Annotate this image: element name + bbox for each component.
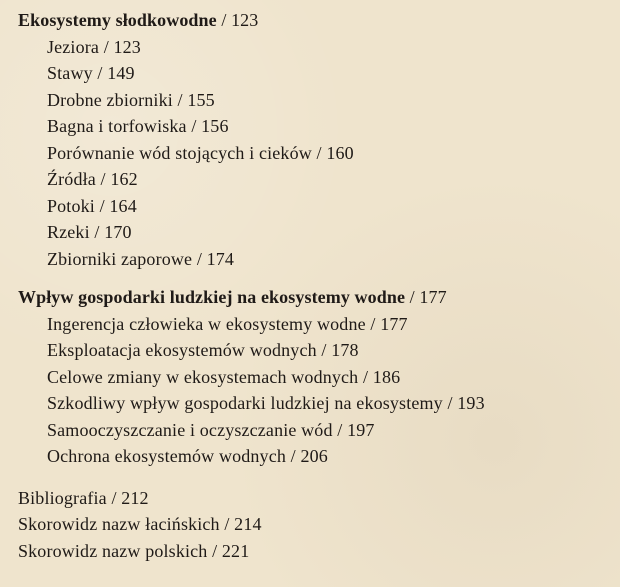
page-number: 177 <box>419 287 447 307</box>
page-separator: / <box>191 116 197 136</box>
page-separator: / <box>97 63 103 83</box>
page-number: 193 <box>457 393 485 413</box>
page-separator: / <box>99 195 105 216</box>
toc-entry <box>47 443 620 470</box>
toc-entry <box>47 113 620 140</box>
entry-title: Bagna i torfowiska <box>47 116 187 136</box>
page-number: 178 <box>331 340 359 360</box>
toc-entry <box>18 485 620 512</box>
entry-title: Szkodliwy wpływ gospodarki ludzkiej na ekosystemy <box>47 393 443 413</box>
toc-entry <box>47 390 620 417</box>
toc-entry <box>47 166 620 193</box>
page-number: 221 <box>221 540 250 561</box>
page-number: 149 <box>107 63 135 83</box>
entry-title: Bibliografia <box>18 487 107 508</box>
toc-entry <box>18 538 620 565</box>
toc-section-freshwater-ecosystems <box>0 7 620 272</box>
section-items-list <box>0 311 620 470</box>
page-separator: / <box>362 366 369 387</box>
page-number: 214 <box>234 514 262 534</box>
toc-entry <box>47 246 620 273</box>
entry-title: Ingerencja człowieka w ekosystemy wodne <box>47 313 366 334</box>
section-title: Ekosystemy słodkowodne <box>18 10 217 30</box>
page-number: 174 <box>206 248 235 269</box>
page-number: 123 <box>231 10 259 30</box>
toc-entry <box>47 60 620 87</box>
entry-title: Skorowidz nazw łacińskich <box>18 514 220 534</box>
entry-title: Ochrona ekosystemów wodnych <box>47 446 286 466</box>
page-separator: / <box>316 142 322 163</box>
page-number: 186 <box>372 366 401 387</box>
entry-title: Stawy <box>47 63 93 83</box>
page-separator: / <box>409 287 415 307</box>
toc-back-matter <box>0 485 620 565</box>
section-title: Wpływ gospodarki ludzkiej na ekosystemy wodne <box>18 287 406 307</box>
page-separator: / <box>290 446 296 466</box>
page-number: 197 <box>347 419 375 440</box>
toc-entry <box>47 417 620 444</box>
entry-title: Źródła <box>47 169 96 189</box>
page-separator: / <box>111 487 117 508</box>
toc-entry <box>47 193 620 220</box>
entry-title: Zbiorniki zaporowe <box>47 248 193 269</box>
entry-title: Potoki <box>47 195 95 216</box>
page-separator: / <box>370 313 376 334</box>
page-separator: / <box>224 514 230 534</box>
section-items-list <box>0 34 620 273</box>
entry-title: Rzeki <box>47 222 90 242</box>
page-separator: / <box>221 10 227 30</box>
toc-entry <box>47 34 620 61</box>
entry-title: Skorowidz nazw polskich <box>18 540 208 561</box>
page-number: 212 <box>121 487 149 508</box>
entry-title: Jeziora <box>47 36 100 57</box>
page-number: 206 <box>300 446 328 466</box>
entry-title: Porównanie wód stojących i cieków <box>47 142 312 163</box>
page-number: 156 <box>201 116 229 136</box>
page-separator: / <box>337 419 343 440</box>
page-number: 123 <box>113 36 141 57</box>
entry-title: Eksploatacja ekosystemów wodnych <box>47 340 317 360</box>
toc-entry <box>47 311 620 338</box>
page-number: 160 <box>326 142 354 163</box>
page-number: 162 <box>110 169 138 189</box>
toc-entry <box>47 364 620 391</box>
page-separator: / <box>212 540 218 561</box>
toc-entry <box>47 337 620 364</box>
page-separator: / <box>321 340 327 360</box>
page-separator: / <box>447 393 453 413</box>
page-separator: / <box>100 169 106 189</box>
toc-entry <box>47 219 620 246</box>
toc-entry <box>18 511 620 538</box>
page-number: 177 <box>380 313 408 334</box>
section-heading <box>18 7 620 34</box>
toc-entry <box>47 87 620 114</box>
page-separator: / <box>177 89 183 110</box>
page-number: 170 <box>104 222 132 242</box>
page-number: 164 <box>109 195 137 216</box>
toc-entry <box>47 140 620 167</box>
page-separator: / <box>103 36 109 57</box>
page-separator: / <box>196 248 202 269</box>
entry-title: Samooczyszczanie i oczyszczanie wód <box>47 419 333 440</box>
toc-section-human-impact <box>0 284 620 470</box>
page-number: 155 <box>187 89 215 110</box>
entry-title: Celowe zmiany w ekosystemach wodnych <box>47 366 359 387</box>
page-separator: / <box>94 222 100 242</box>
entry-title: Drobne zbiorniki <box>47 89 173 110</box>
section-heading <box>18 284 620 311</box>
